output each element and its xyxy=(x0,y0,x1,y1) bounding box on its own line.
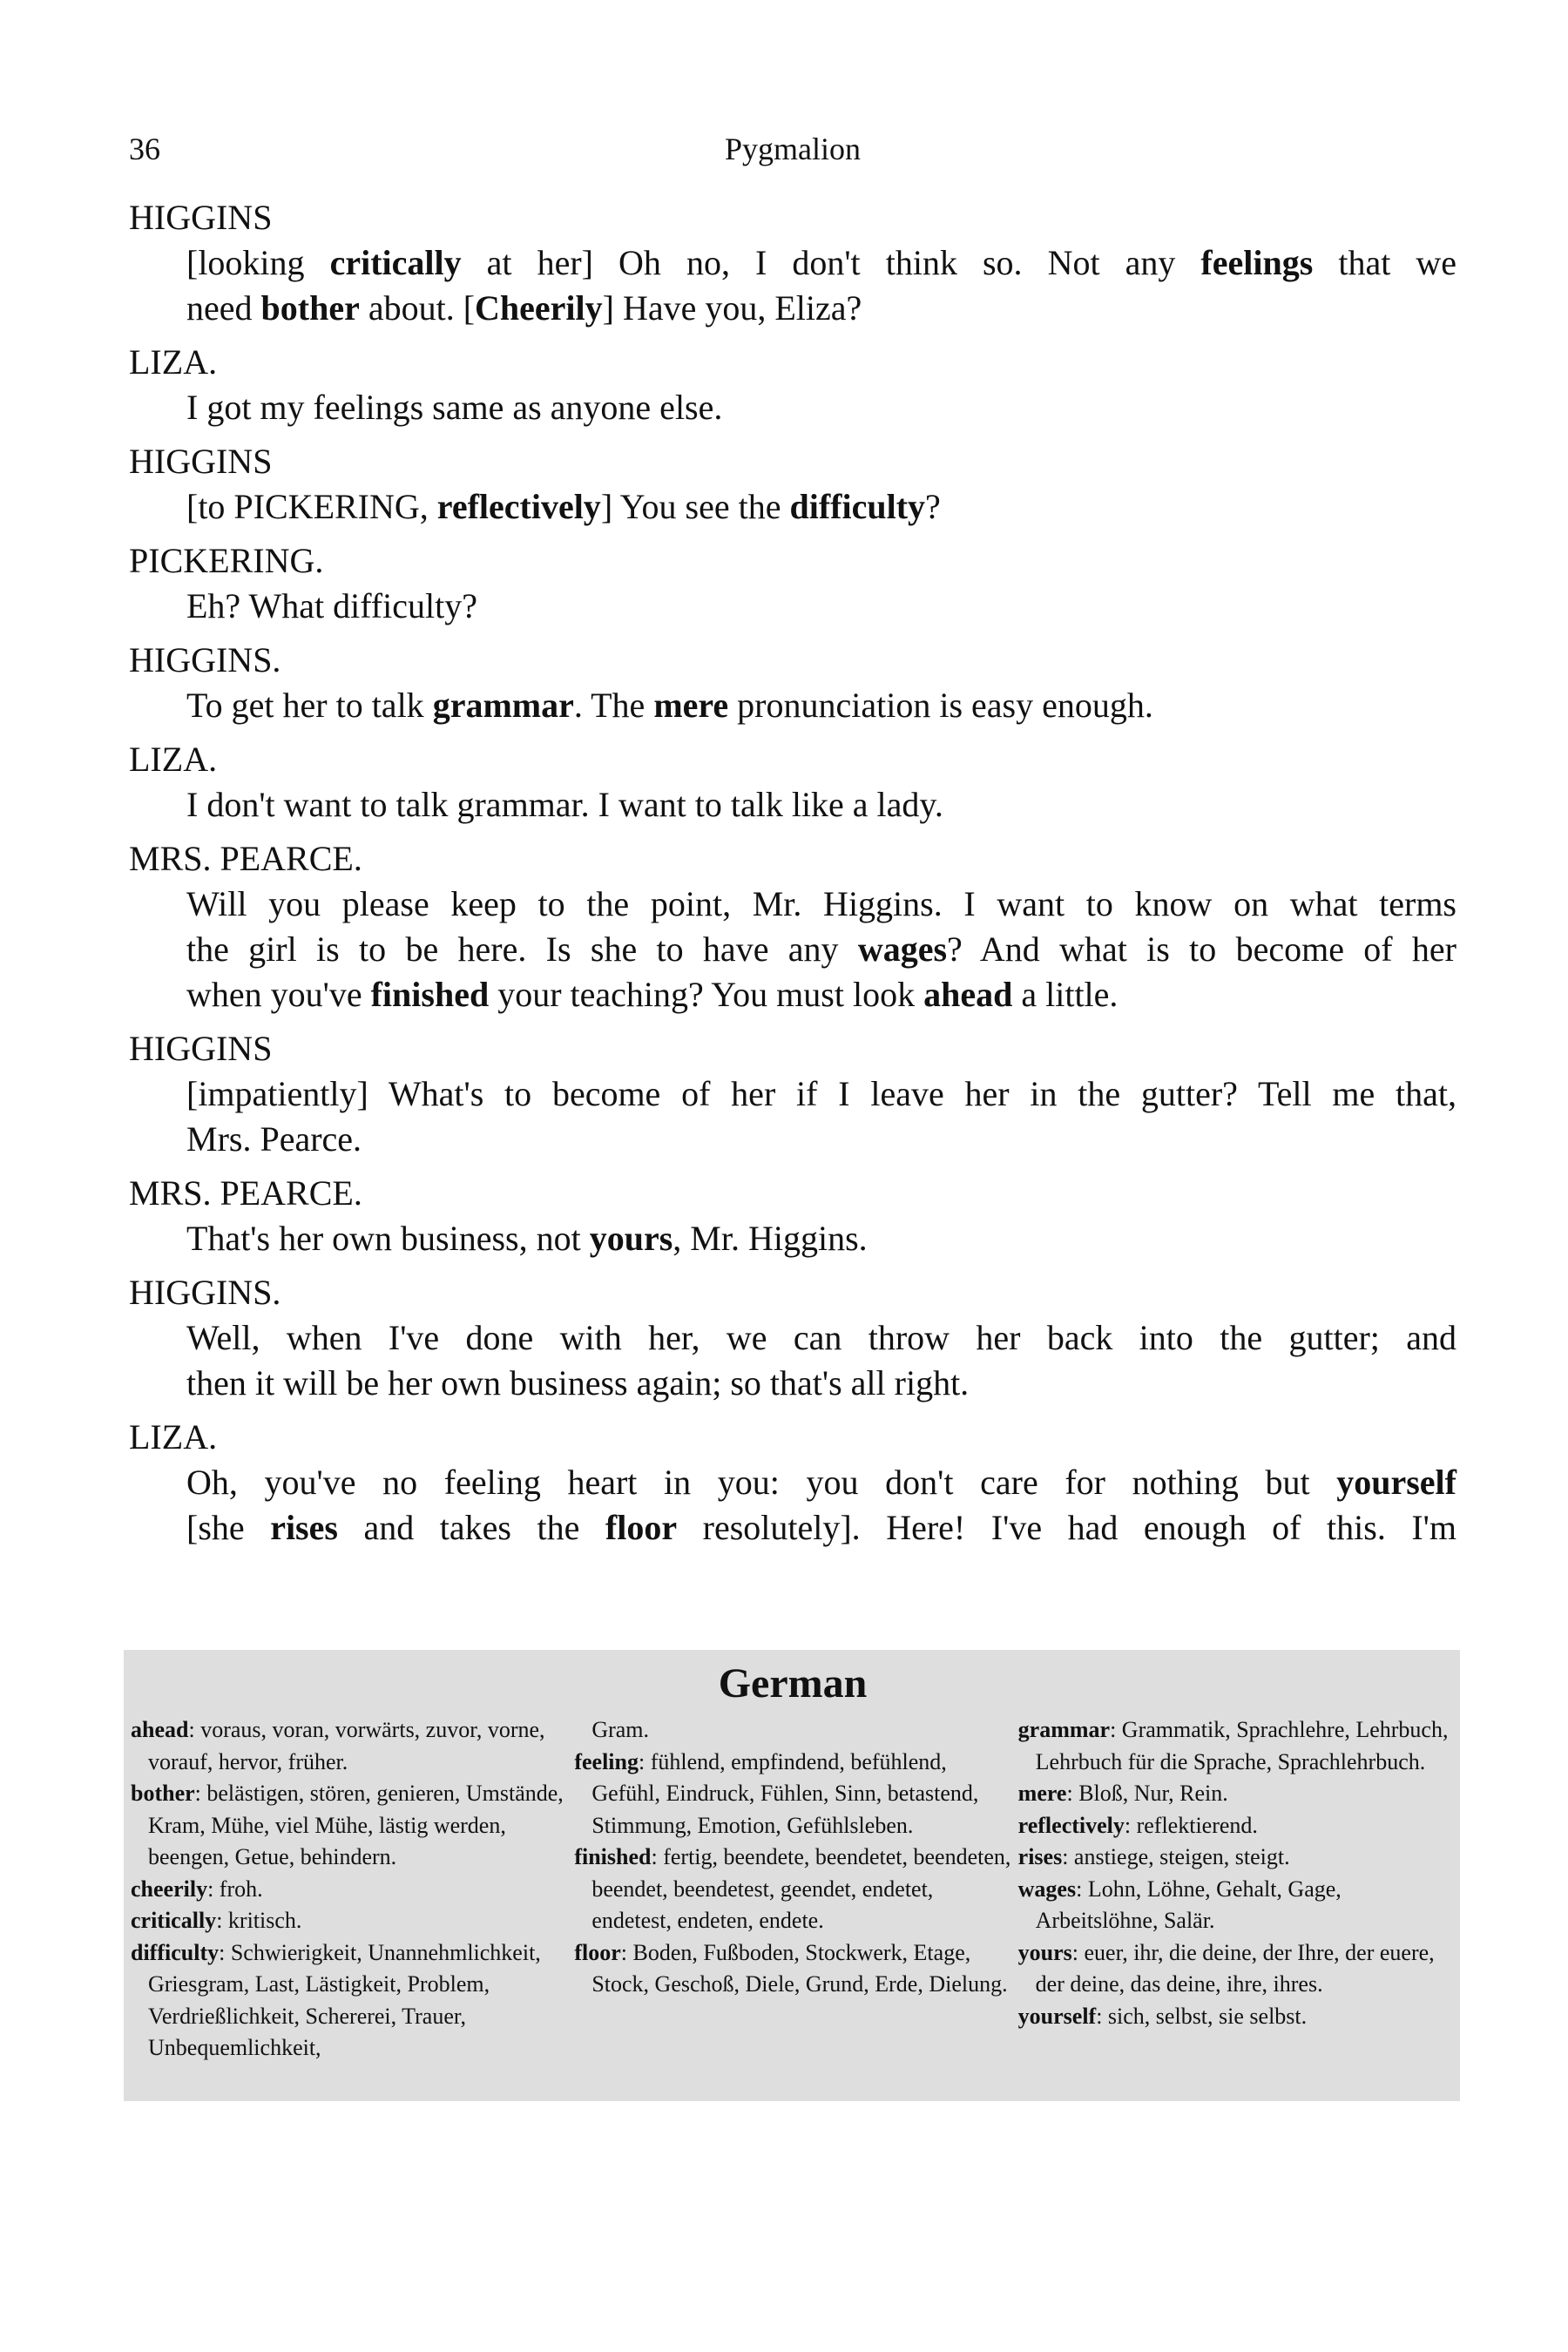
speech-line xyxy=(186,1117,1456,1162)
glossary-term: floor xyxy=(574,1939,621,1965)
speech-text: [she xyxy=(186,1508,271,1547)
speaker-name: LIZA. xyxy=(129,740,218,779)
speech-text: Will you please keep to the point, Mr. Higgins. I want to know on what terms xyxy=(186,884,1456,923)
speech-text: ? xyxy=(925,487,941,526)
glossary-columns xyxy=(131,1714,1455,2065)
speech-text: Mrs. Pearce. xyxy=(186,1119,362,1159)
glossary-entry xyxy=(131,1778,567,1874)
speech-line xyxy=(186,1505,1456,1551)
speech-text: [impatiently] What's to become of her if I leave her in the gutter? Tell me that, xyxy=(186,1074,1456,1113)
glossary-title: German xyxy=(718,1660,868,1707)
speech-text: that we xyxy=(1313,243,1456,282)
speech-line xyxy=(186,927,1456,972)
glossary-column xyxy=(574,1714,1010,2065)
page-header xyxy=(129,131,1456,172)
vocab-word: grammar xyxy=(432,686,574,725)
glossary-entry xyxy=(1018,1810,1455,1842)
speech-text: . The xyxy=(573,686,654,725)
glossary-definition: : kritisch. xyxy=(216,1908,302,1933)
speech-text: need xyxy=(186,288,261,328)
vocab-word: yours xyxy=(589,1219,673,1258)
speech-text: [looking xyxy=(186,243,330,282)
speech-text: To get her to talk xyxy=(186,686,433,725)
glossary-definition: : Boden, Fußboden, Stockwerk, Etage, Stock, Geschoß, Diele, Grund, Erde, Dielung. xyxy=(591,1939,1008,1997)
glossary-definition: : Lohn, Löhne, Gehalt, Gage, Arbeitslöhne, Salär. xyxy=(1035,1876,1342,1933)
glossary-entry xyxy=(131,1714,567,1778)
vocab-word: critically xyxy=(329,243,462,282)
glossary-term: rises xyxy=(1017,1844,1063,1869)
vocab-word: bother xyxy=(260,288,360,328)
glossary-entry xyxy=(1018,1714,1455,1778)
speech-text: a little. xyxy=(1012,975,1119,1014)
glossary-definition: : sich, selbst, sie selbst. xyxy=(1096,2003,1308,2029)
speech-text: the girl is to be here. Is she to have any xyxy=(186,929,858,969)
glossary-term: cheerily xyxy=(131,1876,208,1902)
vocab-word: mere xyxy=(653,686,729,725)
play-script xyxy=(129,195,1456,1551)
glossary-term: wages xyxy=(1017,1876,1077,1902)
speech-line xyxy=(186,882,1456,927)
glossary-term: bother xyxy=(131,1781,195,1806)
speech-text: ? And what is to become of her xyxy=(947,929,1456,969)
glossary-entry xyxy=(1018,1842,1455,1874)
glossary-definition: : voraus, voran, vorwärts, zuvor, vorne, vorauf, hervor, früher. xyxy=(148,1717,545,1774)
speech-text: That's her own business, not xyxy=(186,1219,590,1258)
glossary-definition: : fühlend, empfindend, befühlend, Gefühl, Eindruck, Fühlen, Sinn, betastend, Stimmung, Emotion, Gefühlsleben. xyxy=(591,1748,979,1838)
speech-text: Eh? What difficulty? xyxy=(186,586,477,625)
glossary-definition: : euer, ihr, die deine, der Ihre, der euere, der deine, das deine, ihre, ihres. xyxy=(1035,1939,1435,1997)
speaker-name: HIGGINS. xyxy=(129,640,281,679)
glossary-entry xyxy=(1018,1778,1455,1810)
glossary-definition: : Grammatik, Sprachlehre, Lehrbuch, Lehrbuch für die Sprache, Sprachlehrbuch. xyxy=(1035,1717,1449,1774)
speech-line xyxy=(186,683,1456,728)
vocab-word: floor xyxy=(605,1508,678,1547)
speaker-name: HIGGINS. xyxy=(129,1273,281,1312)
glossary-term: ahead xyxy=(131,1717,189,1742)
speech-text: ] You see the xyxy=(600,487,790,526)
glossary-entry xyxy=(574,1937,1010,2001)
glossary-entry xyxy=(1018,1874,1455,1937)
glossary-term: mere xyxy=(1017,1781,1067,1806)
vocab-word: difficulty xyxy=(789,487,926,526)
speech-line xyxy=(186,584,1456,629)
vocab-word: Cheerily xyxy=(475,288,603,328)
speech-line xyxy=(186,484,1456,530)
vocab-word: yourself xyxy=(1336,1463,1456,1502)
speech-line xyxy=(186,1315,1456,1361)
speech-line xyxy=(186,1361,1456,1406)
glossary-definition: : anstiege, steigen, steigt. xyxy=(1062,1844,1290,1869)
speech-line xyxy=(186,1071,1456,1117)
glossary-column xyxy=(131,1714,567,2065)
speaker-name: LIZA. xyxy=(129,342,218,382)
glossary-definition: : Bloß, Nur, Rein. xyxy=(1066,1781,1228,1806)
speech-text: when you've xyxy=(186,975,371,1014)
speaker-name: PICKERING. xyxy=(129,541,324,580)
speech-text: Oh, you've no feeling heart in you: you don't care for nothing but xyxy=(186,1463,1337,1502)
glossary-entry xyxy=(131,1874,567,1906)
glossary-column xyxy=(1018,1714,1455,2065)
speaker-name: HIGGINS xyxy=(129,442,273,481)
glossary-entry xyxy=(574,1842,1010,1937)
speech-text: I don't want to talk grammar. I want to talk like a lady. xyxy=(186,785,943,824)
speaker-name: HIGGINS xyxy=(129,1029,273,1068)
vocab-word: reflectively xyxy=(436,487,601,526)
glossary-term: finished xyxy=(574,1844,652,1869)
running-title: Pygmalion xyxy=(724,132,861,166)
vocab-word: wages xyxy=(857,929,948,969)
glossary-definition: : fertig, beendete, beendetet, beendeten, beendet, beendetest, geendet, endetet, endetest, endeten, endete. xyxy=(591,1844,1011,1933)
glossary-definition: : froh. xyxy=(207,1876,263,1902)
speaker-name: MRS. PEARCE. xyxy=(129,839,362,878)
speech-line xyxy=(186,782,1456,828)
speech-line xyxy=(186,286,1456,331)
glossary-term: critically xyxy=(131,1908,217,1933)
speech-text: resolutely]. Here! I've had enough of this. I'm xyxy=(677,1508,1457,1547)
speech-text: your teaching? You must look xyxy=(489,975,924,1014)
speech-text: about. [ xyxy=(359,288,476,328)
speech-text: pronunciation is easy enough. xyxy=(728,686,1153,725)
speech-text: I got my feelings same as anyone else. xyxy=(186,388,723,427)
speech-line xyxy=(186,972,1456,1017)
glossary-term: yourself xyxy=(1017,2003,1097,2029)
glossary-definition: : reflektierend. xyxy=(1124,1812,1258,1838)
glossary-term: reflectively xyxy=(1017,1812,1125,1838)
vocab-word: finished xyxy=(370,975,490,1014)
glossary-entry xyxy=(131,1905,567,1937)
glossary-entry xyxy=(131,1937,567,2065)
german-glossary xyxy=(124,1650,1460,2101)
glossary-entry xyxy=(574,1747,1010,1842)
page-number: 36 xyxy=(129,132,160,166)
speech-text: [to PICKERING, xyxy=(186,487,437,526)
glossary-entry xyxy=(1018,2001,1455,2033)
vocab-word: feelings xyxy=(1200,243,1314,282)
speech-line xyxy=(186,240,1456,286)
speech-line xyxy=(186,385,1456,430)
vocab-word: ahead xyxy=(923,975,1013,1014)
speech-text: then it will be her own business again; so that's all right. xyxy=(186,1363,970,1402)
speech-text: Well, when I've done with her, we can throw her back into the gutter; and xyxy=(186,1318,1456,1357)
speech-line xyxy=(186,1216,1456,1261)
glossary-term: difficulty xyxy=(131,1939,220,1965)
glossary-definition: Gram. xyxy=(591,1717,650,1742)
speaker-name: LIZA. xyxy=(129,1417,218,1456)
glossary-term: yours xyxy=(1017,1939,1072,1965)
glossary-definition: : Schwierigkeit, Unannehmlichkeit, Griesgram, Last, Lästigkeit, Problem, Verdrießlichkeit, Schererei, Trauer, Unbequemlichkeit, xyxy=(148,1939,541,2060)
speech-text: ] Have you, Eliza? xyxy=(602,288,862,328)
glossary-definition: : belästigen, stören, genieren, Umstände, Kram, Mühe, viel Mühe, lästig werden, beengen, Getue, behindern. xyxy=(148,1781,564,1869)
vocab-word: rises xyxy=(270,1508,338,1547)
glossary-entry xyxy=(1018,1937,1455,2001)
speaker-name: HIGGINS xyxy=(129,198,273,237)
speech-text: at her] Oh no, I don't think so. Not any xyxy=(461,243,1201,282)
speech-text: and takes the xyxy=(337,1508,605,1547)
glossary-term: grammar xyxy=(1017,1717,1111,1742)
glossary-entry xyxy=(574,1714,1010,1747)
glossary-term: feeling xyxy=(574,1748,639,1774)
speech-text: , Mr. Higgins. xyxy=(672,1219,868,1258)
speech-line xyxy=(186,1460,1456,1505)
speaker-name: MRS. PEARCE. xyxy=(129,1173,362,1213)
